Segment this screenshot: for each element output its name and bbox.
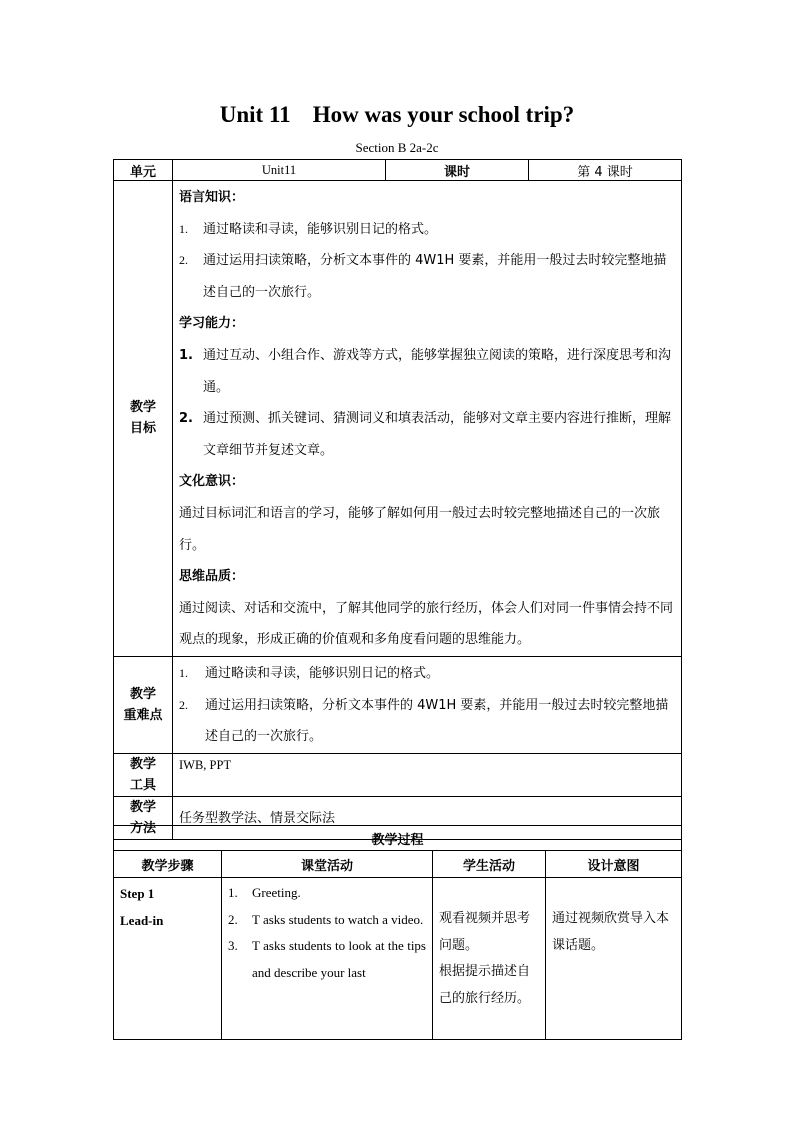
language-heading: 语言知识： — [179, 190, 245, 205]
item-number: 3. — [228, 938, 238, 953]
unit-value: Unit11 — [173, 160, 386, 181]
table-row — [114, 878, 682, 1040]
step-number: Step 1 — [120, 886, 155, 901]
process-title-row — [114, 826, 682, 851]
objectives-label-line1: 教学 — [129, 400, 156, 416]
student-activity-cell — [433, 878, 546, 1040]
thinking-text: 通过阅读、对话和交流中，了解其他同学的旅行经历，体会人们对同一件事情会持不同观点的现象，形成正确的价值观和多角度看问题的思维能力。 — [179, 600, 674, 648]
title-unit: Unit 11 — [219, 102, 291, 127]
methods-label-line1: 教学 — [129, 799, 156, 815]
item-text: Greeting. — [252, 885, 301, 900]
student-activity-line: 观看视频并思考问题。 — [439, 911, 531, 953]
objectives-row — [114, 181, 682, 657]
key-point-item — [179, 690, 675, 753]
column-header: 设计意图 — [546, 851, 682, 878]
column-header: 学生活动 — [433, 851, 546, 878]
item-text: 通过运用扫读策略，分析文本事件的 4W1H 要素，并能用一般过去时较完整地描述自己的一次旅行。 — [205, 697, 669, 745]
lesson-info-table — [113, 159, 682, 840]
design-intent-cell: 通过视频欣赏导入本课话题。 — [546, 878, 682, 1040]
objectives-label — [114, 181, 173, 657]
item-number: 2. — [179, 697, 188, 712]
tools-row — [114, 753, 682, 796]
tools-value: IWB, PPT — [173, 753, 682, 796]
item-text: T asks students to look at the tips and describe your last — [252, 938, 426, 980]
process-header-row — [114, 851, 682, 878]
key-points-label-line1: 教学 — [129, 686, 156, 702]
tools-label — [114, 753, 173, 796]
thinking-heading: 思维品质： — [179, 569, 245, 585]
key-points-label-line2: 重难点 — [123, 707, 163, 723]
key-point-item — [179, 658, 675, 690]
tools-label-line1: 教学 — [129, 756, 156, 772]
culture-heading: 文化意识： — [179, 474, 245, 490]
key-points-content — [173, 656, 682, 753]
ability-heading: 学习能力： — [179, 316, 245, 332]
item-number: 2. — [179, 253, 188, 268]
ability-item — [179, 340, 675, 403]
item-number: 1. — [228, 885, 238, 900]
period-value: 第 4 课时 — [529, 160, 682, 181]
process-title: 教学过程 — [114, 826, 682, 851]
item-text: 通过运用扫读策略，分析文本事件的 4W1H 要素，并能用一般过去时较完整地描述自己的一次旅行。 — [203, 253, 667, 300]
methods-value: 任务型教学法、情景交际法 — [173, 796, 682, 839]
activity-item — [228, 933, 426, 986]
unit-row — [114, 160, 682, 181]
key-points-row — [114, 656, 682, 753]
item-number: 1. — [179, 221, 188, 236]
tools-label-line2: 工具 — [129, 777, 156, 793]
title-topic: How was your school trip? — [312, 102, 575, 127]
step-name: Lead-in — [120, 913, 164, 928]
page-subtitle: Section B 2a-2c — [355, 140, 439, 155]
activities-cell — [222, 878, 433, 1040]
culture-text: 通过目标词汇和语言的学习，能够了解如何用一般过去时较完整地描述自己的一次旅行。 — [179, 505, 661, 553]
student-activity-line: 根据提示描述自己的旅行经历。 — [439, 964, 531, 1006]
item-text: 通过略读和寻读，能够识别日记的格式。 — [203, 221, 438, 237]
ability-item — [179, 403, 675, 466]
key-points-label — [114, 656, 173, 753]
column-header: 课堂活动 — [222, 851, 433, 878]
item-text: 通过互动、小组合作、游戏等方式，能够掌握独立阅读的策略，进行深度思考和沟通。 — [203, 347, 672, 395]
item-text: T asks students to watch a video. — [252, 911, 424, 927]
methods-label-line2: 方法 — [129, 820, 156, 836]
step-cell — [114, 878, 222, 1040]
period-label: 课时 — [386, 160, 529, 181]
language-item — [179, 245, 675, 308]
item-number: 2. — [228, 911, 238, 927]
teaching-process-table — [113, 825, 682, 1040]
item-number: 1. — [179, 665, 188, 680]
objectives-content — [173, 181, 682, 657]
objectives-label-line2: 目标 — [129, 421, 156, 437]
item-text: 通过略读和寻读，能够识别日记的格式。 — [205, 665, 440, 681]
activity-item — [228, 907, 426, 934]
unit-label: 单元 — [114, 160, 173, 181]
column-header: 教学步骤 — [114, 851, 222, 878]
item-number: 1. — [179, 347, 193, 363]
page-title — [0, 102, 794, 128]
language-item — [179, 214, 675, 246]
activity-item — [228, 880, 426, 907]
item-number: 2. — [179, 411, 193, 427]
item-text: 通过预测、抓关键词、猜测词义和填表活动，能够对文章主要内容进行推断，理解文章细节并复述文章。 — [203, 411, 672, 458]
